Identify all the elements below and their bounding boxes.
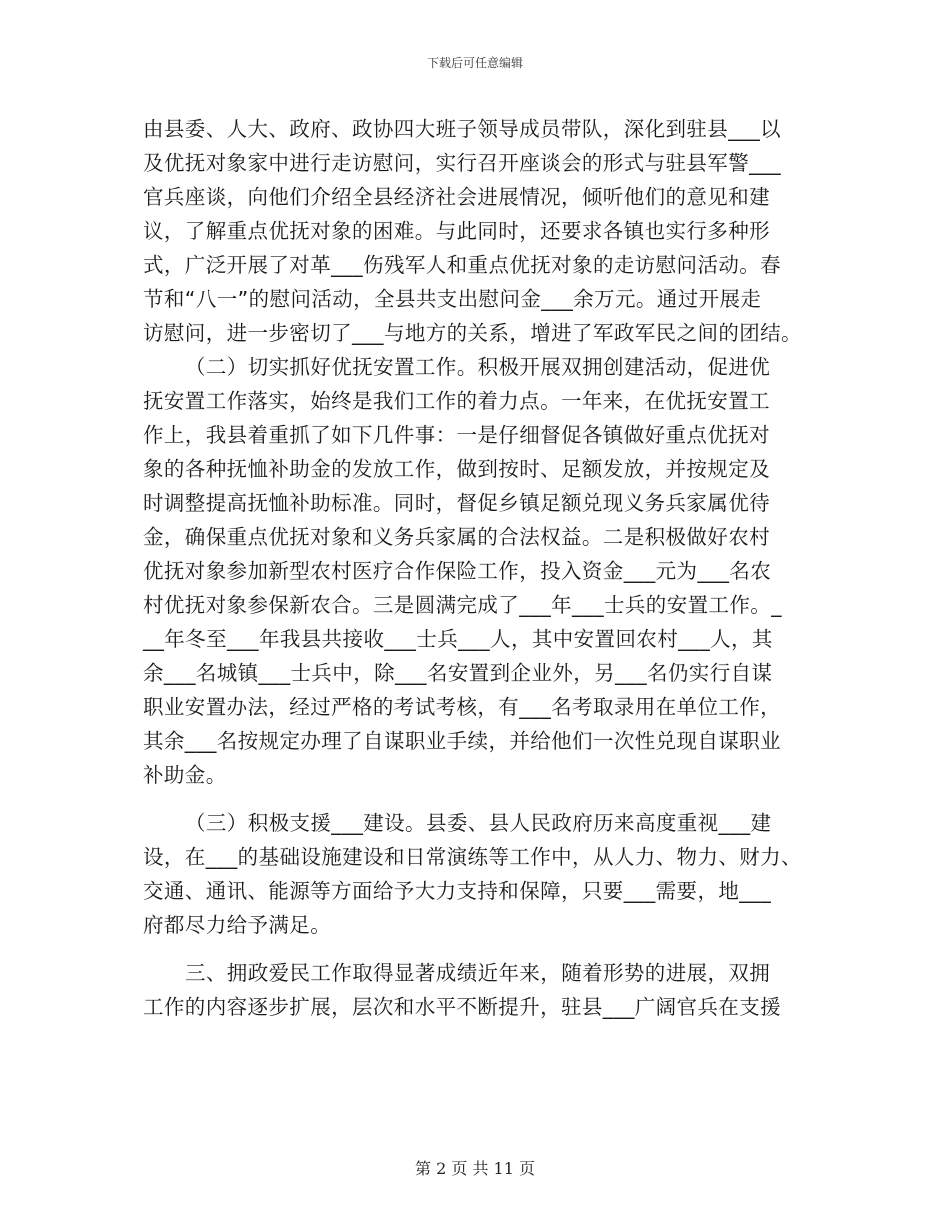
text-line: __年冬至___年我县共接收___士兵___人，其中安置回农村___人，其 — [143, 627, 773, 651]
document-body — [143, 112, 823, 1024]
text-line: 由县委、人大、政府、政协四大班子领导成员带队，深化到驻县___以 — [143, 117, 782, 141]
text-line: 作上，我县着重抓了如下几件事：一是仔细督促各镇做好重点优抚对 — [143, 423, 770, 447]
text-line: 村优抚对象参保新农合。三是圆满完成了___年___士兵的安置工作。_ — [143, 593, 782, 617]
text-line: （二）切实抓好优抚安置工作。积极开展双拥创建活动，促进优 — [185, 355, 771, 379]
page-header: 下载后可任意编辑 — [426, 56, 523, 70]
text-line: 节和“八一”的慰问活动，全县共支出慰问金___余万元。通过开展走 — [143, 287, 762, 311]
text-line: 府都尽力给予满足。 — [143, 913, 332, 937]
text-line: 设，在___的基础设施建设和日常演练等工作中，从人力、物力、财力、 — [143, 845, 802, 869]
text-line: 时调整提高抚恤补助标准。同时，督促乡镇足额兑现义务兵家属优待 — [143, 491, 770, 515]
text-line: 其余___名按规定办理了自谋职业手续，并给他们一次性兑现自谋职业 — [143, 729, 782, 753]
text-line: 议，了解重点优抚对象的困难。与此同时，还要求各镇也实行多种形 — [143, 219, 770, 243]
text-line: 余___名城镇___士兵中，除___名安置到企业外，另___名仍实行自谋 — [143, 661, 773, 685]
text-line: 象的各种抚恤补助金的发放工作，做到按时、足额发放，并按规定及 — [143, 457, 770, 481]
text-line: （三）积极支援___建设。县委、县人民政府历来高度重视___建 — [185, 811, 772, 835]
text-line: 补助金。 — [143, 763, 227, 787]
text-line: 金，确保重点优抚对象和义务兵家属的合法权益。二是积极做好农村 — [143, 525, 770, 549]
text-line: 交通、通讯、能源等方面给予大力支持和保障，只要___需要，地___ — [143, 879, 772, 903]
text-line: 职业安置办法，经过严格的考试考核，有___名考取录用在单位工作， — [143, 695, 782, 719]
text-line: 及优抚对象家中进行走访慰问，实行召开座谈会的形式与驻县军警___ — [143, 151, 782, 175]
text-line: 三、拥政爱民工作取得显著成绩近年来，随着形势的进展，双拥 — [185, 961, 771, 985]
text-line: 抚安置工作落实，始终是我们工作的着力点。一年来，在优抚安置工 — [143, 389, 770, 413]
text-line: 访慰问，进一步密切了___与地方的关系，增进了军政军民之间的团结。 — [143, 321, 802, 345]
text-line: 优抚对象参加新型农村医疗合作保险工作，投入资金___元为___名农 — [143, 559, 772, 583]
text-line: 式，广泛开展了对革___伤残军人和重点优抚对象的走访慰问活动。春 — [143, 253, 782, 277]
page-number: 第 2 页 共 11 页 — [415, 1159, 535, 1178]
text-line: 工作的内容逐步扩展，层次和水平不断提升，驻县___广阔官兵在支援 — [143, 995, 782, 1019]
text-line: 官兵座谈，向他们介绍全县经济社会进展情况，倾听他们的意见和建 — [143, 185, 770, 209]
